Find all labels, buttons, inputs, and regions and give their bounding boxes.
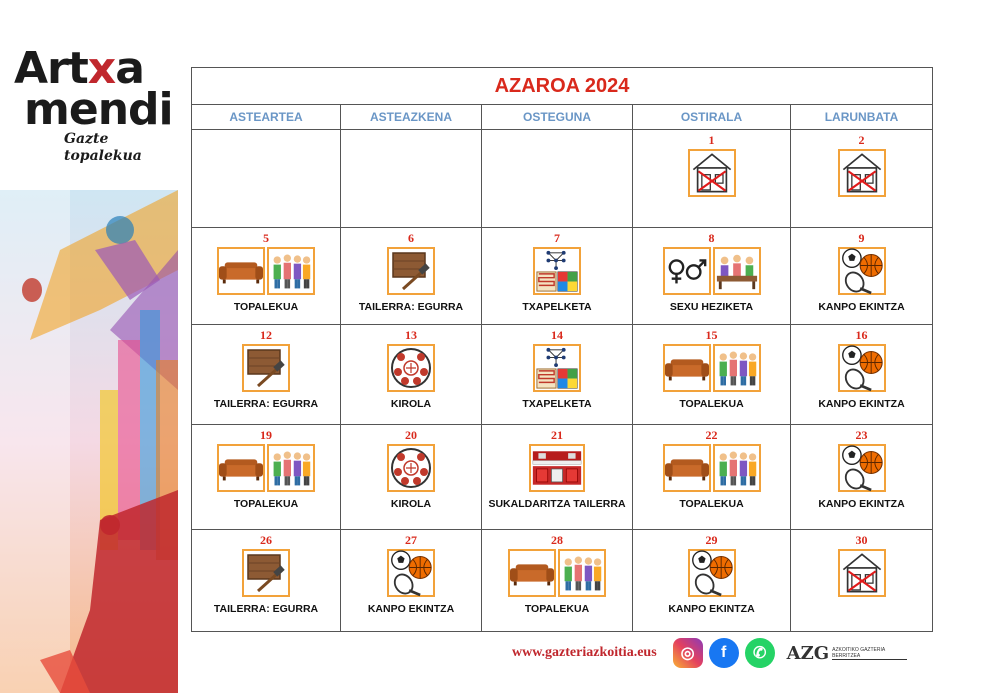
day-number: 27	[405, 533, 417, 547]
wood-hammer-icon	[242, 549, 290, 597]
decorative-city-artwork	[0, 190, 178, 693]
calendar-day-30	[791, 530, 932, 632]
people-group-icon	[267, 247, 315, 295]
sofa-icon	[508, 549, 556, 597]
day-number: 28	[551, 533, 563, 547]
calendar-day-27	[341, 530, 482, 632]
wood-hammer-icon	[242, 344, 290, 392]
sports-plate-icon	[387, 344, 435, 392]
sofa-icon	[217, 444, 265, 492]
day-number: 12	[260, 328, 272, 342]
talk-group-icon	[713, 247, 761, 295]
activity-label: KANPO EKINTZA	[818, 498, 905, 510]
dayname-ostirala: OSTIRALA	[633, 105, 791, 130]
day-number: 16	[855, 328, 868, 342]
activity-label: TXAPELKETA	[522, 301, 592, 313]
day-number: 15	[705, 328, 718, 342]
calendar-day-7	[482, 228, 633, 325]
calendar-day-15	[633, 325, 791, 425]
facebook-icon[interactable]: f	[709, 638, 739, 668]
day-number: 6	[408, 231, 414, 245]
calendar-day-13	[341, 325, 482, 425]
sports-plate-icon	[387, 444, 435, 492]
day-number: 5	[263, 231, 269, 245]
dayname-asteartea: ASTEARTEA	[192, 105, 341, 130]
calendar-grid	[192, 105, 932, 632]
dayname-osteguna: OSTEGUNA	[482, 105, 633, 130]
monthly-calendar	[191, 67, 933, 632]
activity-icons	[217, 444, 315, 492]
activity-icons	[387, 247, 435, 295]
dayname-asteazkena: ASTEAZKENA	[341, 105, 482, 130]
organization-logo	[787, 643, 907, 664]
day-number: 21	[551, 428, 563, 442]
day-number: 22	[705, 428, 718, 442]
activity-icons	[242, 344, 290, 392]
activity-label: SUKALDARITZA TAILERRA	[488, 498, 626, 510]
artxamendi-logo: Artxa mendi Gazte topalekua	[14, 43, 173, 164]
calendar-day-12	[192, 325, 341, 425]
day-number: 1	[708, 133, 715, 147]
activity-label: TOPALEKUA	[679, 498, 744, 510]
gender-symbols-icon	[663, 247, 711, 295]
activity-icons	[387, 549, 435, 597]
calendar-day-29	[633, 530, 791, 632]
activity-label: SEXU HEZIKETA	[669, 301, 754, 313]
activity-label: TOPALEKUA	[233, 301, 299, 313]
activity-icons	[387, 444, 435, 492]
calendar-day-1	[633, 130, 791, 228]
activity-label: TXAPELKETA	[522, 398, 592, 410]
people-group-icon	[713, 344, 761, 392]
activity-label: KANPO EKINTZA	[668, 603, 755, 615]
calendar-day-empty	[192, 130, 341, 228]
calendar-day-empty	[482, 130, 633, 228]
closed-house-icon	[688, 149, 736, 197]
dayname-larunbata: LARUNBATA	[791, 105, 932, 130]
activity-label: TOPALEKUA	[233, 498, 299, 510]
activity-icons	[838, 549, 886, 597]
website-link[interactable]: www.gazteriazkoitia.eus	[512, 645, 657, 660]
day-number: 26	[260, 533, 272, 547]
calendar-day-22	[633, 425, 791, 530]
sofa-icon	[217, 247, 265, 295]
activity-icons	[217, 247, 315, 295]
board-games-icon	[533, 344, 581, 392]
sports-balls-icon	[838, 444, 886, 492]
sofa-icon	[663, 444, 711, 492]
activity-icons	[663, 247, 761, 295]
day-number: 2	[858, 133, 865, 147]
activity-label: KANPO EKINTZA	[818, 301, 905, 313]
activity-icons	[663, 344, 761, 392]
calendar-day-empty	[341, 130, 482, 228]
calendar-day-16	[791, 325, 932, 425]
calendar-day-23	[791, 425, 932, 530]
calendar-day-28	[482, 530, 633, 632]
activity-icons	[838, 247, 886, 295]
whatsapp-icon[interactable]: ✆	[745, 638, 775, 668]
activity-label: TAILERRA: EGURRA	[213, 603, 319, 615]
calendar-day-21	[482, 425, 633, 530]
activity-icons	[387, 344, 435, 392]
activity-icons	[533, 247, 581, 295]
activity-icons	[242, 549, 290, 597]
calendar-day-6	[341, 228, 482, 325]
day-number: 19	[260, 428, 272, 442]
calendar-title: AZAROA 2024	[192, 68, 932, 105]
closed-house-icon	[838, 549, 886, 597]
activity-label: TOPALEKUA	[524, 603, 590, 615]
calendar-day-14	[482, 325, 633, 425]
people-group-icon	[558, 549, 606, 597]
day-number: 7	[554, 231, 560, 245]
day-number: 9	[858, 231, 865, 245]
board-games-icon	[533, 247, 581, 295]
instagram-icon[interactable]: ◎	[673, 638, 703, 668]
footer	[512, 638, 907, 668]
sports-balls-icon	[838, 247, 886, 295]
activity-icons	[529, 444, 585, 492]
activity-icons	[663, 444, 761, 492]
day-number: 30	[855, 533, 868, 547]
org-mark: AZG	[786, 642, 830, 664]
activity-icons	[838, 444, 886, 492]
calendar-day-5	[192, 228, 341, 325]
activity-icons	[533, 344, 581, 392]
sports-balls-icon	[387, 549, 435, 597]
calendar-day-8	[633, 228, 791, 325]
activity-label: TAILERRA: EGURRA	[213, 398, 319, 410]
activity-label: KIROLA	[390, 398, 432, 410]
activity-label: KANPO EKINTZA	[367, 603, 455, 615]
day-number: 20	[405, 428, 417, 442]
calendar-day-2	[791, 130, 932, 228]
activity-icons	[508, 549, 606, 597]
people-group-icon	[713, 444, 761, 492]
activity-label: TAILERRA: EGURRA	[358, 301, 464, 313]
wood-hammer-icon	[387, 247, 435, 295]
sofa-icon	[663, 344, 711, 392]
calendar-day-19	[192, 425, 341, 530]
activity-label: TOPALEKUA	[679, 398, 744, 410]
activity-icons	[688, 549, 736, 597]
day-number: 29	[705, 533, 718, 547]
calendar-day-20	[341, 425, 482, 530]
calendar-day-26	[192, 530, 341, 632]
activity-label: KANPO EKINTZA	[818, 398, 905, 410]
activity-icons	[838, 149, 886, 197]
day-number: 14	[551, 328, 563, 342]
org-text: AZKOITIKO GAZTERIA BERRITZEA	[832, 647, 907, 660]
calendar-day-9	[791, 228, 932, 325]
day-number: 13	[405, 328, 417, 342]
people-group-icon	[267, 444, 315, 492]
day-number: 23	[855, 428, 868, 442]
activity-icons	[838, 344, 886, 392]
kitchen-icon	[529, 444, 585, 492]
activity-icons	[688, 149, 736, 197]
day-number: 8	[708, 231, 715, 245]
activity-label: KIROLA	[390, 498, 432, 510]
closed-house-icon	[838, 149, 886, 197]
sports-balls-icon	[688, 549, 736, 597]
sports-balls-icon	[838, 344, 886, 392]
